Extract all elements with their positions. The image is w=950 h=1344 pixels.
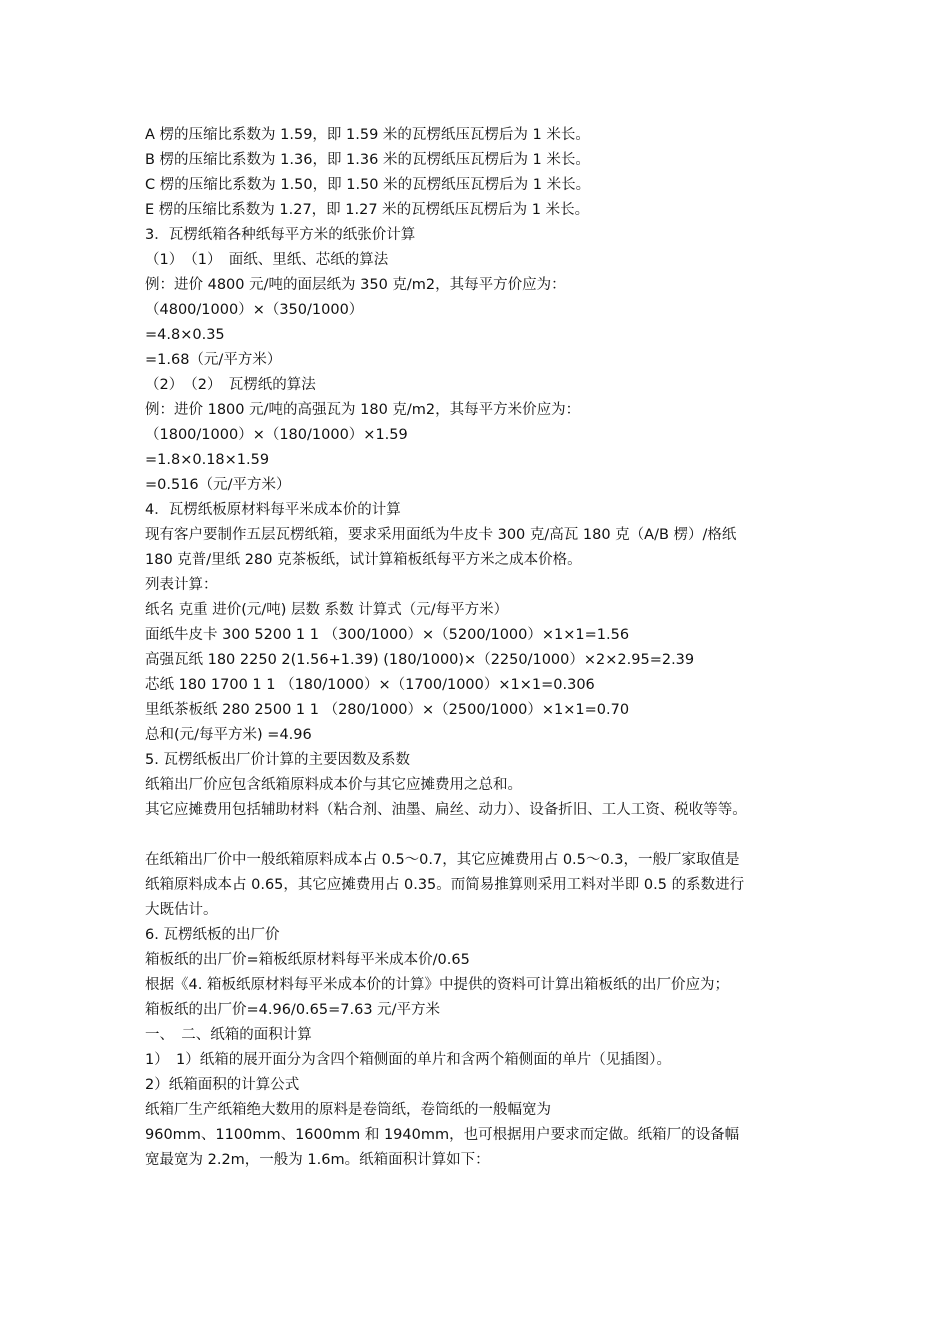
- text-line: 列表计算：: [145, 577, 218, 593]
- text-line: 在纸箱出厂价中一般纸箱原料成本占 0.5～0.7，其它应摊费用占 0.5～0.3，一般厂家取值是: [145, 852, 740, 868]
- text-line: =0.516（元/平方米）: [145, 477, 291, 493]
- text-line: 宽最宽为 2.2m，一般为 1.6m。纸箱面积计算如下：: [145, 1152, 490, 1168]
- text-line: 总和(元/每平方米) =4.96: [145, 727, 312, 743]
- text-line: 纸名 克重 进价(元/吨) 层数 系数 计算式（元/每平方米）: [145, 602, 509, 618]
- text-line: 1） 1）纸箱的展开面分为含四个箱侧面的单片和含两个箱侧面的单片（见插图）。: [145, 1052, 671, 1068]
- text-line: （2） （2） 瓦楞纸的算法: [145, 377, 316, 393]
- text-line: =1.68（元/平方米）: [145, 352, 282, 368]
- text-line: （1800/1000）×（180/1000）×1.59: [145, 427, 408, 443]
- text-line: 里纸茶板纸 280 2500 1 1 （280/1000）×（2500/1000）×1×1=0.70: [145, 702, 630, 718]
- text-line: 180 克普/里纸 280 克茶板纸，试计算箱板纸每平方米之成本价格。: [145, 552, 582, 568]
- text-line: =4.8×0.35: [145, 327, 225, 343]
- text-line: 大既估计。: [145, 902, 218, 918]
- text-line: C 楞的压缩比系数为 1.50，即 1.50 米的瓦楞纸压瓦楞后为 1 米长。: [145, 177, 591, 193]
- text-line: 箱板纸的出厂价=4.96/0.65=7.63 元/平方米: [145, 1002, 441, 1018]
- text-line: 一、 二、纸箱的面积计算: [145, 1027, 312, 1043]
- text-line: （4800/1000）×（350/1000）: [145, 302, 364, 318]
- text-line: B 楞的压缩比系数为 1.36，即 1.36 米的瓦楞纸压瓦楞后为 1 米长。: [145, 152, 590, 168]
- blank-line: [145, 823, 845, 848]
- text-line: 2）纸箱面积的计算公式: [145, 1077, 300, 1093]
- text-line: E 楞的压缩比系数为 1.27，即 1.27 米的瓦楞纸压瓦楞后为 1 米长。: [145, 202, 590, 218]
- text-line: 面纸牛皮卡 300 5200 1 1 （300/1000）×（5200/1000）×1×1=1.56: [145, 627, 630, 643]
- text-line: 例：进价 4800 元/吨的面层纸为 350 克/m2，其每平方价应为：: [145, 277, 566, 293]
- text-line: 4．瓦楞纸板原材料每平米成本价的计算: [145, 502, 401, 518]
- text-line: 5. 瓦楞纸板出厂价计算的主要因数及系数: [145, 752, 410, 768]
- text-line: 例：进价 1800 元/吨的高强瓦为 180 克/m2，其每平方米价应为：: [145, 402, 581, 418]
- text-line: 其它应摊费用包括辅助材料（粘合剂、油墨、扁丝、动力）、设备折旧、工人工资、税收等等。: [145, 802, 747, 818]
- text-line: 根据《4. 箱板纸原材料每平米成本价的计算》中提供的资料可计算出箱板纸的出厂价应为；: [145, 977, 729, 993]
- text-line: 纸箱出厂价应包含纸箱原料成本价与其它应摊费用之总和。: [145, 777, 522, 793]
- text-line: 3．瓦楞纸箱各种纸每平方米的纸张价计算: [145, 227, 416, 243]
- text-line: 纸箱原料成本占 0.65，其它应摊费用占 0.35。而简易推算则采用工料对半即 0.5 的系数进行: [145, 877, 745, 893]
- text-line: =1.8×0.18×1.59: [145, 452, 270, 468]
- text-line: （1） （1） 面纸、里纸、芯纸的算法: [145, 252, 389, 268]
- text-line: 高强瓦纸 180 2250 2(1.56+1.39) (180/1000)×（2250/1000）×2×2.95=2.39: [145, 652, 695, 668]
- text-line: 现有客户要制作五层瓦楞纸箱，要求采用面纸为牛皮卡 300 克/高瓦 180 克（A/B 楞）/格纸: [145, 527, 737, 543]
- text-line: 6. 瓦楞纸板的出厂价: [145, 927, 280, 943]
- document-body: [145, 123, 845, 1173]
- text-line: 960mm、1100mm、1600mm 和 1940mm，也可根据用户要求而定做。纸箱厂的设备幅: [145, 1127, 740, 1143]
- text-line: A 楞的压缩比系数为 1.59，即 1.59 米的瓦楞纸压瓦楞后为 1 米长。: [145, 127, 590, 143]
- text-line: 芯纸 180 1700 1 1 （180/1000）×（1700/1000）×1×1=0.306: [145, 677, 595, 693]
- text-line: 纸箱厂生产纸箱绝大数用的原料是卷筒纸，卷筒纸的一般幅宽为: [145, 1102, 551, 1118]
- text-line: 箱板纸的出厂价=箱板纸原材料每平米成本价/0.65: [145, 952, 470, 968]
